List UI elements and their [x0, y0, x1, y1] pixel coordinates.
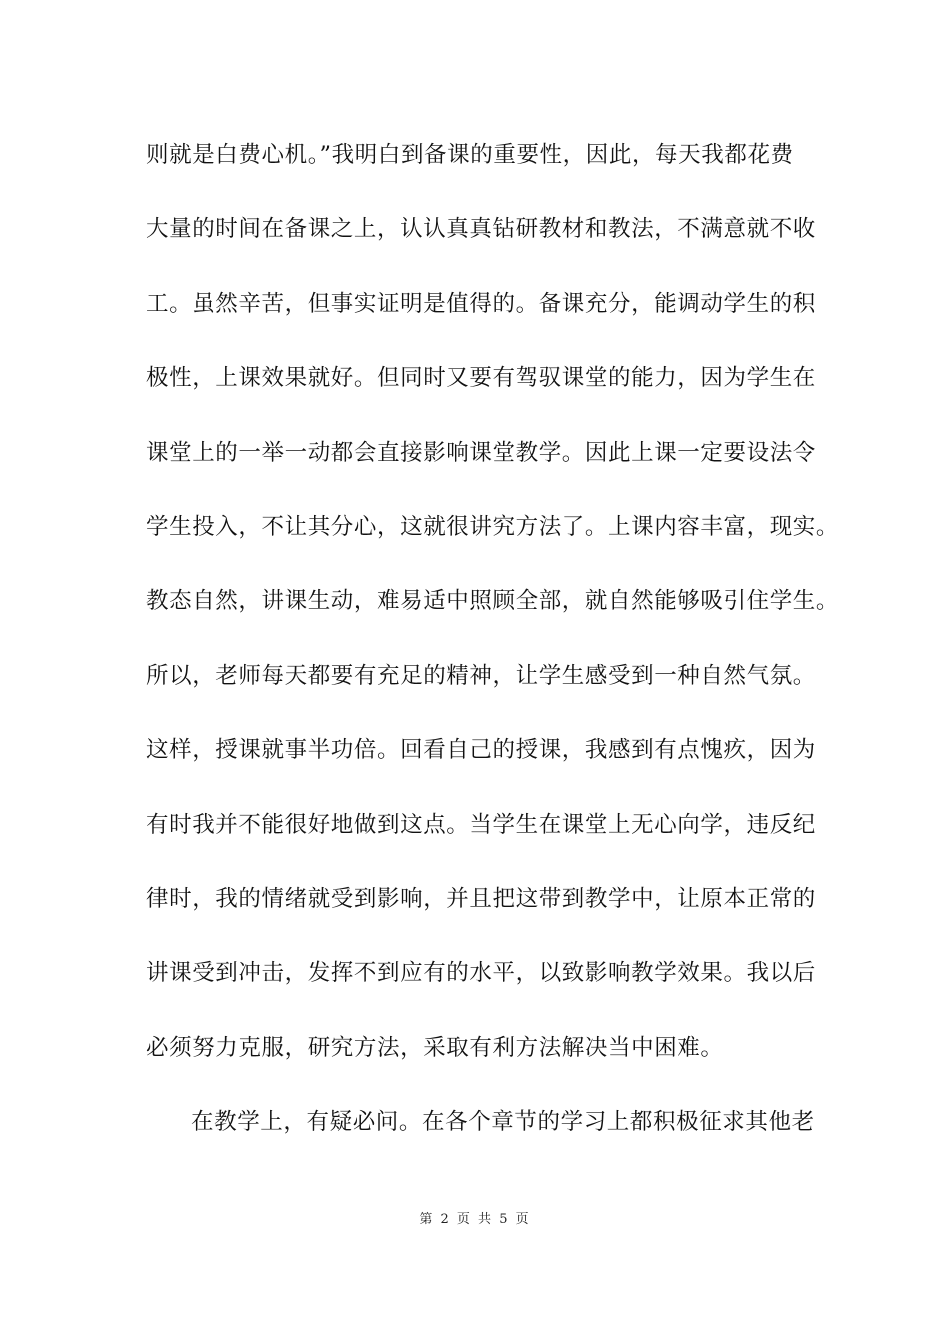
paragraph-1 [146, 132, 840, 1099]
text-line: 讲课受到冲击，发挥不到应有的水平，以致影响教学效果。我以后 [146, 960, 816, 987]
text-line: 则就是白费心机。”我明白到备课的重要性，因此，每天我都花费 [146, 142, 794, 168]
paragraph-2 [146, 1099, 826, 1173]
text-line: 课堂上的一举一动都会直接影响课堂教学。因此上课一定要设法令 [146, 439, 816, 466]
text-line: 工。虽然辛苦，但事实证明是值得的。备课充分，能调动学生的积 [146, 290, 816, 317]
text-line: 必须努力克服，研究方法，采取有利方法解决当中困难。 [146, 1034, 724, 1061]
text-line: 极性，上课效果就好。但同时又要有驾驭课堂的能力，因为学生在 [146, 365, 816, 392]
text-line: 学生投入，不让其分心，这就很讲究方法了。上课内容丰富，现实。 [146, 513, 840, 540]
body-text [146, 132, 840, 1173]
text-line: 这样，授课就事半功倍。回看自己的授课，我感到有点愧疚，因为 [146, 737, 816, 764]
text-line: 律时，我的情绪就受到影响，并且把这带到教学中，让原本正常的 [146, 885, 816, 912]
page-number-footer: 第 2 页 共 5 页 [419, 1212, 531, 1227]
text-line: 有时我并不能很好地做到这点。当学生在课堂上无心向学，违反纪 [146, 811, 816, 838]
text-line: 在教学上，有疑必问。在各个章节的学习上都积极征求其他老 [191, 1109, 815, 1136]
text-line: 所以，老师每天都要有充足的精神，让学生感受到一种自然气氛。 [146, 662, 816, 689]
text-line: 教态自然，讲课生动，难易适中照顾全部，就自然能够吸引住学生。 [146, 588, 840, 615]
text-line: 大量的时间在备课之上，认认真真钻研教材和教法，不满意就不收 [146, 216, 816, 243]
